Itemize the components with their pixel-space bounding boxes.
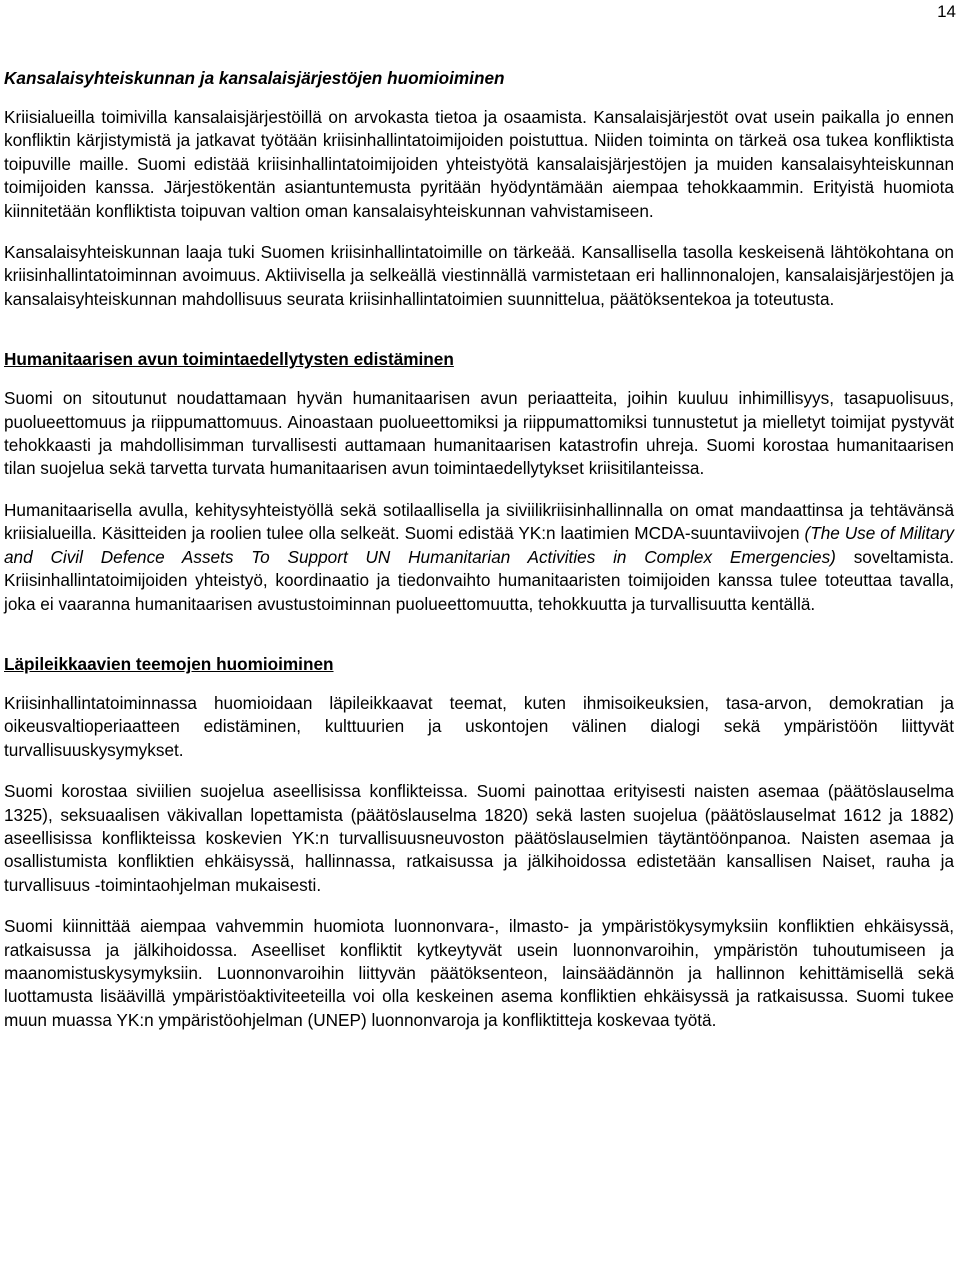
paragraph (4, 499, 954, 616)
paragraph-italic-text: (The Use of Military and Civil Defence Assets To Support UN Humanitarian Activities in Complex Emergencies) (4, 523, 954, 567)
document-body (4, 66, 954, 1032)
paragraph: Suomi on sitoutunut noudattamaan hyvän humanitaarisen avun periaatteita, joihin kuuluu inhimillisyys, tasapuolisuus, puolueettomuus ja riippumattomuus. Ainoastaan puolueettomiksi ja riippumattomiksi tunnustetut ja mielletyt toimijat pystyvät tehokkaasti ja mahdollisimman turvallisesti auttamaan humanitaarisen katastrofin uhreja. Suomi korostaa humanitaarisen tilan suojelua sekä tarvetta turvata humanitaarisen avun toimintaedellytykset kriisitilanteissa. (4, 388, 954, 479)
paragraph: Suomi kiinnittää aiempaa vahvemmin huomiota luonnonvara-, ilmasto- ja ympäristökysymyksiin konfliktien ehkäisyssä, ratkaisussa ja jälkihoidossa. Aseelliset konfliktit kytkeytyvät usein luonnonvaroihin, ympäristön tuhoutumiseen ja maanomistuskysymyksiin. Luonnonvaroihin liittyvän päätöksenteon, lainsäädännön ja hallinnon kehittämisellä sekä luottamusta lisäävillä ympäristöaktiviteeteilla voi olla keskeinen asema konfliktien ehkäisyssä ja ratkaisussa. Suomi tukee muun muassa YK:n ympäristöohjelman (UNEP) luonnonvaroja ja konfliktitteja koskevaa työtä. (4, 916, 954, 1030)
section-heading-humanitarian-aid: Humanitaarisen avun toimintaedellytysten edistäminen (4, 349, 454, 370)
section-heading-crosscutting-themes: Läpileikkaavien teemojen huomioiminen (4, 653, 334, 674)
paragraph-text: soveltamista. Kriisinhallintatoimijoiden yhteistyö, koordinaatio ja tiedonvaihto humanitaaristen toimijoiden kanssa tulee toteuttaa tavalla, joka ei vaaranna humanitaarisen avustustoiminnan puolueettomuutta, tehokkuutta ja turvallisuutta kentällä. (4, 546, 954, 614)
paragraph: Suomi korostaa siviilien suojelua aseellisissa konflikteissa. Suomi painottaa erityisesti naisten asemaa (päätöslauselma 1325), seksuaalisen väkivallan lopettamista (päätöslauselma 1820) sekä lasten suojelua (päätöslauselmat 1612 ja 1882) aseellisissa konflikteissa koskevien YK:n turvallisuusneuvoston päätöslauselmien täytäntöönpanoa. Naisten asemaa ja osallistumista konfliktien ehkäisyssä, hallinnassa, ratkaisussa ja jälkihoidossa edistetään kansallisen Naiset, rauha ja turvallisuus -toimintaohjelman mukaisesti. (4, 781, 954, 895)
section-heading-civil-society: Kansalaisyhteiskunnan ja kansalaisjärjestöjen huomioiminen (4, 68, 505, 88)
paragraph-text: Humanitaarisella avulla, kehitysyhteistyöllä sekä sotilaallisella ja siviilikriisinhallinnalla on omat mandaattinsa ja tehtävänsä kriisialueilla. Käsitteiden ja roolien tulee olla selkeät. Suomi edistää YK:n laatimien MCDA-suuntaviivojen (4, 499, 954, 544)
page-number: 14 (937, 2, 956, 21)
paragraph: Kansalaisyhteiskunnan laaja tuki Suomen kriisinhallintatoimille on tärkeää. Kansallisella tasolla keskeisenä lähtökohtana on kriisinhallintatoiminnan avoimuus. Aktiivisella ja selkeällä viestinnällä varmistetaan eri hallinnonalojen, kansalaisjärjestöjen ja kansalaisyhteiskunnan mahdollisuus seurata kriisinhallintatoimien suunnittelua, päätöksentekoa ja toteutusta. (4, 242, 954, 309)
paragraph: Kriisialueilla toimivilla kansalaisjärjestöillä on arvokasta tietoa ja osaamista. Kansalaisjärjestöt ovat usein paikalla jo ennen konfliktin kärjistymistä ja jatkavat työtään kriisinhallintatoimijoiden poistuttua. Niiden toiminta on tärkeä osa tukea konfliktista toipuville maille. Suomi edistää kriisinhallintatoimijoiden yhteistyötä kansalaisjärjestöjen ja muiden kansalaisyhteiskunnan toimijoiden kanssa. Järjestökentän asiantuntemusta pyritään hyödyntämään aiempaa tehokkaammin. Erityistä huomiota kiinnitetään konfliktista toipuvan valtion oman kansalaisyhteiskunnan vahvistamiseen. (4, 107, 954, 221)
paragraph: Kriisinhallintatoiminnassa huomioidaan läpileikkaavat teemat, kuten ihmisoikeuksien, tasa-arvon, demokratian ja oikeusvaltioperiaatteen edistäminen, kulttuurien ja uskontojen välinen dialogi sekä ympäristöön liittyvät turvallisuuskysymykset. (4, 692, 954, 760)
